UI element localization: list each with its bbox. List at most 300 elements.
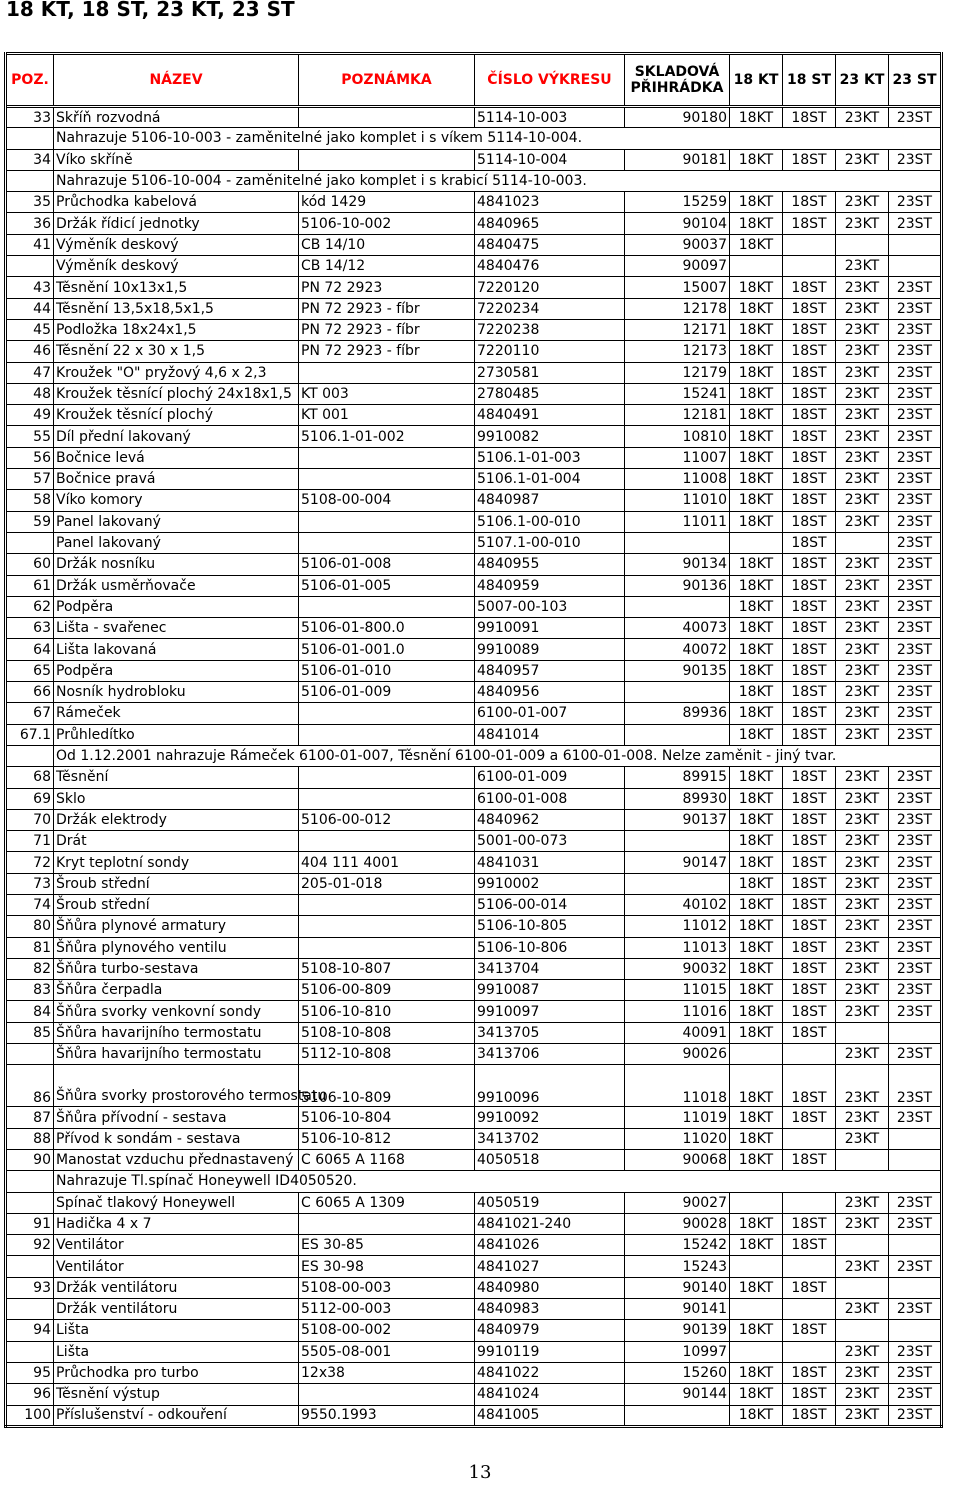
cell-18kt: 18KT (730, 788, 783, 809)
cell-23st: 23ST (889, 958, 942, 979)
cell-skladova-prihradka: 90181 (625, 149, 730, 170)
cell-nazev: Šroub střední (54, 873, 299, 894)
cell-cislo-vykresu: 7220120 (475, 277, 625, 298)
cell-18st: 18ST (783, 362, 836, 383)
cell-23kt: 23KT (836, 724, 889, 745)
cell-18kt: 18KT (730, 767, 783, 788)
cell-23kt: 23KT (836, 980, 889, 1001)
cell-18kt: 18KT (730, 1128, 783, 1149)
cell-nazev: Průchodka pro turbo (54, 1362, 299, 1383)
cell-poz: 58 (6, 490, 54, 511)
cell-cislo-vykresu: 3413705 (475, 1022, 625, 1043)
cell-poznamka: 9550.1993 (299, 1405, 475, 1426)
cell-18st: 18ST (783, 107, 836, 128)
cell-cislo-vykresu: 6100-01-008 (475, 788, 625, 809)
cell-cislo-vykresu: 9910089 (475, 639, 625, 660)
table-row (6, 149, 942, 170)
cell-poznamka: 12x38 (299, 1362, 475, 1383)
note-row (6, 745, 942, 766)
cell-23st: 23ST (889, 660, 942, 681)
cell-poz (6, 745, 54, 766)
cell-poz: 80 (6, 916, 54, 937)
cell-23kt: 23KT (836, 809, 889, 830)
cell-nazev: Lišta lakovaná (54, 639, 299, 660)
cell-18kt: 18KT (730, 682, 783, 703)
cell-23kt: 23KT (836, 1001, 889, 1022)
cell-cislo-vykresu: 6100-01-009 (475, 767, 625, 788)
cell-skladova-prihradka: 11008 (625, 469, 730, 490)
cell-nazev: Těsnění výstup (54, 1384, 299, 1405)
cell-23st: 23ST (889, 1405, 942, 1426)
cell-23kt: 23KT (836, 596, 889, 617)
cell-poznamka: 5106-10-812 (299, 1128, 475, 1149)
cell-skladova-prihradka: 90028 (625, 1213, 730, 1234)
cell-18st: 18ST (783, 852, 836, 873)
table-row (6, 383, 942, 404)
cell-poznamka: 5106-01-001.0 (299, 639, 475, 660)
cell-nazev: Šňůra turbo-sestava (54, 958, 299, 979)
cell-23st: 23ST (889, 1001, 942, 1022)
cell-poz: 45 (6, 319, 54, 340)
table-row (6, 1128, 942, 1149)
cell-skladova-prihradka: 10997 (625, 1341, 730, 1362)
parts-table (4, 52, 943, 1428)
cell-23kt: 23KT (836, 107, 889, 128)
cell-poz: 69 (6, 788, 54, 809)
table-row (6, 1001, 942, 1022)
cell-nazev: Bočnice levá (54, 447, 299, 468)
cell-poz (6, 1341, 54, 1362)
cell-18st: 18ST (783, 894, 836, 915)
cell-18st: 18ST (783, 1362, 836, 1383)
cell-18st: 18ST (783, 682, 836, 703)
cell-nazev: Ventilátor (54, 1235, 299, 1256)
header-23kt: 23 KT (836, 54, 889, 107)
table-row (6, 490, 942, 511)
cell-poz: 33 (6, 107, 54, 128)
cell-poznamka: 5505-08-001 (299, 1341, 475, 1362)
cell-23st: 23ST (889, 192, 942, 213)
cell-poz (6, 1192, 54, 1213)
cell-23kt: 23KT (836, 511, 889, 532)
table-row (6, 213, 942, 234)
cell-18kt (730, 532, 783, 553)
header-nazev: NÁZEV (54, 54, 299, 107)
cell-skladova-prihradka: 40102 (625, 894, 730, 915)
table-row (6, 234, 942, 255)
cell-nazev: Podpěra (54, 660, 299, 681)
table-row (6, 1384, 942, 1405)
cell-nazev: Šňůra svorky prostorového termostatu (54, 1065, 299, 1107)
table-row (6, 1405, 942, 1426)
cell-poznamka: 404 111 4001 (299, 852, 475, 873)
cell-cislo-vykresu: 7220234 (475, 298, 625, 319)
cell-18st: 18ST (783, 809, 836, 830)
cell-nazev: Lišta (54, 1320, 299, 1341)
cell-18st: 18ST (783, 703, 836, 724)
cell-poznamka: PN 72 2923 - fíbr (299, 341, 475, 362)
cell-nazev: Šňůra přívodní - sestava (54, 1107, 299, 1128)
cell-cislo-vykresu: 4841024 (475, 1384, 625, 1405)
cell-cislo-vykresu: 4840475 (475, 234, 625, 255)
cell-cislo-vykresu: 5106.1-01-004 (475, 469, 625, 490)
cell-poz: 74 (6, 894, 54, 915)
cell-cislo-vykresu: 4841005 (475, 1405, 625, 1426)
cell-poznamka (299, 1213, 475, 1234)
table-row (6, 469, 942, 490)
cell-skladova-prihradka: 90104 (625, 213, 730, 234)
cell-18kt: 18KT (730, 149, 783, 170)
cell-poz: 35 (6, 192, 54, 213)
cell-poz: 91 (6, 1213, 54, 1234)
cell-poznamka: 5106-01-010 (299, 660, 475, 681)
cell-18st (783, 1299, 836, 1320)
table-row (6, 554, 942, 575)
cell-skladova-prihradka: 15243 (625, 1256, 730, 1277)
cell-nazev: Šňůra plynové armatury (54, 916, 299, 937)
cell-skladova-prihradka: 11013 (625, 937, 730, 958)
header-poznamka: POZNÁMKA (299, 54, 475, 107)
cell-23kt (836, 532, 889, 553)
cell-23st: 23ST (889, 532, 942, 553)
cell-cislo-vykresu: 3413706 (475, 1044, 625, 1065)
cell-poznamka: 5106-00-809 (299, 980, 475, 1001)
cell-18kt: 18KT (730, 894, 783, 915)
cell-poz: 64 (6, 639, 54, 660)
cell-18st: 18ST (783, 873, 836, 894)
cell-18kt: 18KT (730, 469, 783, 490)
cell-23st: 23ST (889, 916, 942, 937)
cell-18kt: 18KT (730, 1235, 783, 1256)
cell-18kt: 18KT (730, 511, 783, 532)
cell-cislo-vykresu: 5107.1-00-010 (475, 532, 625, 553)
cell-23kt (836, 1149, 889, 1170)
cell-23st: 23ST (889, 213, 942, 234)
cell-poz: 72 (6, 852, 54, 873)
cell-23st (889, 1022, 942, 1043)
cell-poznamka (299, 937, 475, 958)
cell-nazev: Manostat vzduchu přednastavený (54, 1149, 299, 1170)
cell-18kt: 18KT (730, 852, 783, 873)
cell-poznamka: 5106-00-012 (299, 809, 475, 830)
cell-cislo-vykresu: 4050518 (475, 1149, 625, 1170)
cell-18kt: 18KT (730, 831, 783, 852)
cell-23kt: 23KT (836, 1065, 889, 1107)
cell-18st: 18ST (783, 639, 836, 660)
cell-poz: 34 (6, 149, 54, 170)
cell-poz: 62 (6, 596, 54, 617)
cell-nazev: Kroužek těsnící plochý 24x18x1,5 (54, 383, 299, 404)
table-row (6, 1277, 942, 1298)
cell-skladova-prihradka: 90068 (625, 1149, 730, 1170)
cell-skladova-prihradka: 90180 (625, 107, 730, 128)
cell-23kt: 23KT (836, 788, 889, 809)
table-row (6, 107, 942, 128)
cell-18kt (730, 1341, 783, 1362)
cell-cislo-vykresu: 4840959 (475, 575, 625, 596)
cell-23st: 23ST (889, 873, 942, 894)
cell-nazev: Ventilátor (54, 1256, 299, 1277)
cell-cislo-vykresu: 4841021-240 (475, 1213, 625, 1234)
cell-18kt: 18KT (730, 490, 783, 511)
cell-18st: 18ST (783, 1022, 836, 1043)
cell-23kt: 23KT (836, 149, 889, 170)
cell-23st: 23ST (889, 1299, 942, 1320)
cell-23st: 23ST (889, 107, 942, 128)
cell-poz: 96 (6, 1384, 54, 1405)
cell-poznamka (299, 767, 475, 788)
note-text: Nahrazuje 5106-10-003 - zaměnitelné jako komplet i s víkem 5114-10-004. (54, 128, 942, 149)
cell-18kt: 18KT (730, 980, 783, 1001)
cell-nazev: Víko skříně (54, 149, 299, 170)
cell-18st: 18ST (783, 1107, 836, 1128)
cell-poz: 41 (6, 234, 54, 255)
cell-23kt: 23KT (836, 1299, 889, 1320)
cell-nazev: Průhledítko (54, 724, 299, 745)
cell-23st: 23ST (889, 682, 942, 703)
cell-23st: 23ST (889, 852, 942, 873)
cell-cislo-vykresu: 5106-00-014 (475, 894, 625, 915)
cell-23st: 23ST (889, 639, 942, 660)
table-row (6, 596, 942, 617)
cell-18st: 18ST (783, 426, 836, 447)
cell-nazev: Držák ventilátoru (54, 1299, 299, 1320)
cell-23st: 23ST (889, 469, 942, 490)
cell-cislo-vykresu: 9910119 (475, 1341, 625, 1362)
cell-18st: 18ST (783, 469, 836, 490)
cell-skladova-prihradka: 90135 (625, 660, 730, 681)
cell-23st: 23ST (889, 809, 942, 830)
table-row (6, 1213, 942, 1234)
note-text: Nahrazuje Tl.spínač Honeywell ID4050520. (54, 1171, 942, 1192)
cell-nazev: Výměník deskový (54, 256, 299, 277)
cell-18st: 18ST (783, 149, 836, 170)
table-row (6, 362, 942, 383)
cell-skladova-prihradka: 90097 (625, 256, 730, 277)
cell-poz: 88 (6, 1128, 54, 1149)
cell-23st (889, 1320, 942, 1341)
cell-skladova-prihradka: 12178 (625, 298, 730, 319)
cell-18kt: 18KT (730, 1320, 783, 1341)
cell-23kt: 23KT (836, 469, 889, 490)
cell-23kt: 23KT (836, 660, 889, 681)
cell-poz: 57 (6, 469, 54, 490)
cell-poz: 73 (6, 873, 54, 894)
cell-poznamka: KT 003 (299, 383, 475, 404)
cell-18st: 18ST (783, 447, 836, 468)
cell-18st: 18ST (783, 724, 836, 745)
cell-poznamka (299, 724, 475, 745)
page-title: 18 KT, 18 ST, 23 KT, 23 ST (6, 0, 295, 21)
table-row (6, 618, 942, 639)
cell-nazev: Díl přední lakovaný (54, 426, 299, 447)
cell-poznamka (299, 362, 475, 383)
cell-23kt: 23KT (836, 873, 889, 894)
table-row (6, 873, 942, 894)
cell-18st: 18ST (783, 213, 836, 234)
cell-18st (783, 256, 836, 277)
cell-cislo-vykresu: 5114-10-004 (475, 149, 625, 170)
cell-nazev: Držák řídicí jednotky (54, 213, 299, 234)
cell-cislo-vykresu: 4050519 (475, 1192, 625, 1213)
cell-skladova-prihradka: 12171 (625, 319, 730, 340)
cell-poznamka: 5106-10-810 (299, 1001, 475, 1022)
table-row (6, 809, 942, 830)
cell-cislo-vykresu: 4840956 (475, 682, 625, 703)
cell-18kt: 18KT (730, 107, 783, 128)
cell-poznamka (299, 894, 475, 915)
cell-18st: 18ST (783, 277, 836, 298)
cell-skladova-prihradka: 12173 (625, 341, 730, 362)
cell-skladova-prihradka: 11015 (625, 980, 730, 1001)
cell-nazev: Lišta (54, 1341, 299, 1362)
cell-18st (783, 1044, 836, 1065)
cell-23kt: 23KT (836, 575, 889, 596)
cell-23st: 23ST (889, 596, 942, 617)
cell-18st (783, 1256, 836, 1277)
cell-poznamka (299, 1384, 475, 1405)
cell-23st: 23ST (889, 426, 942, 447)
cell-poz (6, 256, 54, 277)
cell-23kt (836, 1277, 889, 1298)
cell-18st (783, 1128, 836, 1149)
cell-18st: 18ST (783, 1405, 836, 1426)
cell-18kt: 18KT (730, 213, 783, 234)
table-row (6, 256, 942, 277)
table-row (6, 1320, 942, 1341)
cell-poznamka: CB 14/10 (299, 234, 475, 255)
cell-18st: 18ST (783, 298, 836, 319)
table-row (6, 980, 942, 1001)
cell-poznamka (299, 149, 475, 170)
cell-18st: 18ST (783, 511, 836, 532)
table-row (6, 1044, 942, 1065)
cell-18kt (730, 1299, 783, 1320)
cell-cislo-vykresu: 9910002 (475, 873, 625, 894)
table-row (6, 852, 942, 873)
cell-23kt: 23KT (836, 1341, 889, 1362)
cell-skladova-prihradka (625, 1405, 730, 1426)
cell-23st (889, 1149, 942, 1170)
cell-23kt: 23KT (836, 639, 889, 660)
cell-skladova-prihradka: 89930 (625, 788, 730, 809)
cell-23st (889, 256, 942, 277)
cell-18st: 18ST (783, 618, 836, 639)
cell-18kt: 18KT (730, 298, 783, 319)
cell-poznamka: 5112-00-003 (299, 1299, 475, 1320)
cell-nazev: Těsnění 13,5x18,5x1,5 (54, 298, 299, 319)
cell-poznamka: kód 1429 (299, 192, 475, 213)
cell-23st: 23ST (889, 1065, 942, 1107)
table-row (6, 703, 942, 724)
cell-18st: 18ST (783, 383, 836, 404)
cell-nazev: Držák usměrňovače (54, 575, 299, 596)
cell-18kt: 18KT (730, 724, 783, 745)
cell-23kt (836, 234, 889, 255)
cell-poz (6, 532, 54, 553)
cell-cislo-vykresu: 3413704 (475, 958, 625, 979)
cell-poznamka: 5112-10-808 (299, 1044, 475, 1065)
cell-cislo-vykresu: 4840955 (475, 554, 625, 575)
cell-nazev: Průchodka kabelová (54, 192, 299, 213)
table-row (6, 937, 942, 958)
cell-23st: 23ST (889, 1256, 942, 1277)
cell-poznamka (299, 831, 475, 852)
cell-18kt: 18KT (730, 958, 783, 979)
cell-23kt: 23KT (836, 1213, 889, 1234)
table-row (6, 1192, 942, 1213)
cell-23st: 23ST (889, 980, 942, 1001)
table-row (6, 298, 942, 319)
cell-nazev: Kroužek "O" pryžový 4,6 x 2,3 (54, 362, 299, 383)
cell-poz: 87 (6, 1107, 54, 1128)
cell-skladova-prihradka: 11010 (625, 490, 730, 511)
cell-18st: 18ST (783, 788, 836, 809)
cell-cislo-vykresu: 4841026 (475, 1235, 625, 1256)
cell-skladova-prihradka: 40073 (625, 618, 730, 639)
cell-poznamka (299, 107, 475, 128)
cell-18st: 18ST (783, 1320, 836, 1341)
cell-23st: 23ST (889, 277, 942, 298)
cell-18st (783, 234, 836, 255)
cell-23st: 23ST (889, 1213, 942, 1234)
cell-23st: 23ST (889, 894, 942, 915)
cell-23st: 23ST (889, 788, 942, 809)
cell-23st: 23ST (889, 405, 942, 426)
cell-skladova-prihradka: 90027 (625, 1192, 730, 1213)
cell-cislo-vykresu: 5106-10-805 (475, 916, 625, 937)
cell-18kt: 18KT (730, 405, 783, 426)
cell-skladova-prihradka: 12179 (625, 362, 730, 383)
cell-23st: 23ST (889, 937, 942, 958)
cell-18st: 18ST (783, 1277, 836, 1298)
cell-poz (6, 1256, 54, 1277)
header-18st: 18 ST (783, 54, 836, 107)
cell-poz: 59 (6, 511, 54, 532)
cell-nazev: Podložka 18x24x1,5 (54, 319, 299, 340)
cell-23kt: 23KT (836, 852, 889, 873)
cell-nazev: Těsnění 22 x 30 x 1,5 (54, 341, 299, 362)
cell-23kt: 23KT (836, 405, 889, 426)
cell-poznamka: 5106.1-01-002 (299, 426, 475, 447)
table-row (6, 1065, 942, 1107)
cell-poz (6, 1299, 54, 1320)
cell-nazev: Výměník deskový (54, 234, 299, 255)
cell-skladova-prihradka: 11019 (625, 1107, 730, 1128)
table-row (6, 277, 942, 298)
cell-poznamka: 5108-00-004 (299, 490, 475, 511)
table-row (6, 958, 942, 979)
cell-poz: 46 (6, 341, 54, 362)
cell-cislo-vykresu: 7220110 (475, 341, 625, 362)
cell-23kt (836, 1320, 889, 1341)
cell-23st: 23ST (889, 554, 942, 575)
cell-18kt (730, 1256, 783, 1277)
cell-nazev: Panel lakovaný (54, 532, 299, 553)
cell-cislo-vykresu: 5001-00-073 (475, 831, 625, 852)
cell-18kt: 18KT (730, 639, 783, 660)
table-row (6, 426, 942, 447)
cell-nazev: Rámeček (54, 703, 299, 724)
cell-poznamka: 5106-01-008 (299, 554, 475, 575)
cell-poz: 67 (6, 703, 54, 724)
cell-poznamka: 5106-01-009 (299, 682, 475, 703)
cell-poz: 47 (6, 362, 54, 383)
cell-cislo-vykresu: 4840491 (475, 405, 625, 426)
cell-skladova-prihradka: 15260 (625, 1362, 730, 1383)
cell-23st: 23ST (889, 1044, 942, 1065)
cell-23st: 23ST (889, 1362, 942, 1383)
